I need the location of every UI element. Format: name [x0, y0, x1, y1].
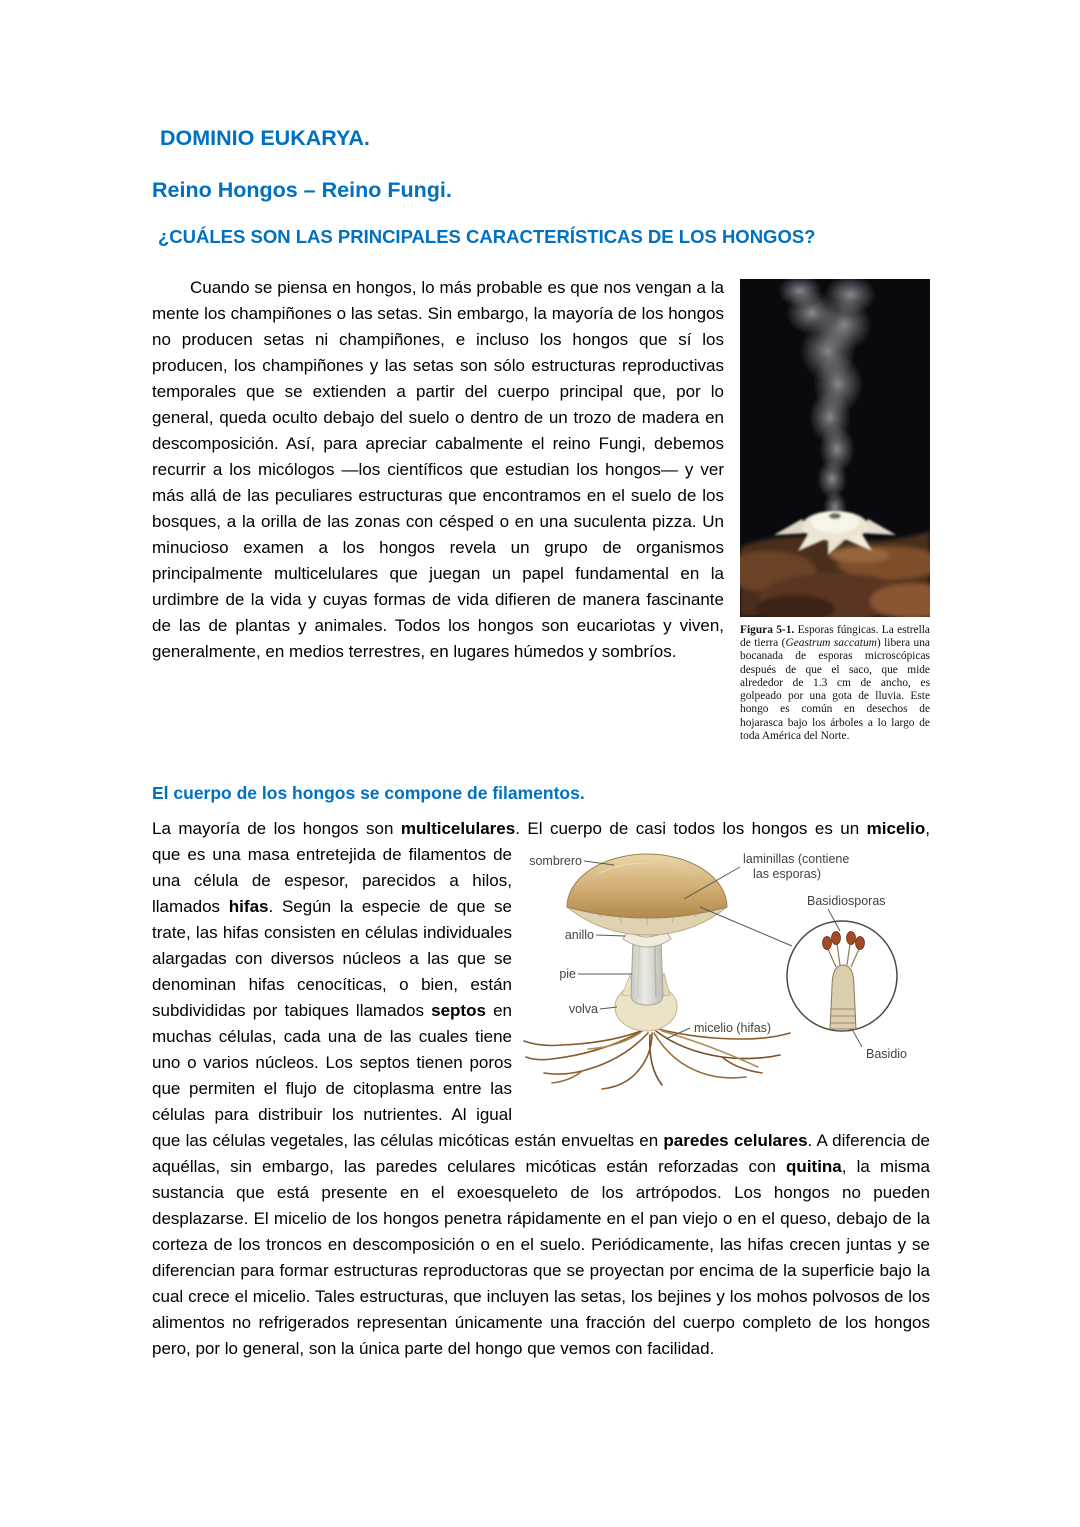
filaments-section: [152, 749, 930, 1362]
label-basidio: Basidio: [866, 1047, 907, 1062]
label-volva: volva: [568, 1002, 598, 1017]
section-body-paragraph: que es una masa entretejida de filamentos de una célula de espesor, parecidos a hilos, llamados hifas. Según la especie de que se trate, las hifas consisten en células individuales alargadas con diversos núcleos a las que se denominan hifas cenocíticas, o bien, están subdivididas por tabiques llamados septos en muchas células, cada una de las cuales tiene uno o varios núcleos. Los septos tienen poros que permiten el flujo de citoplasma entre las células para distribuir los nutrientes. Al igual que las células vegetales, las células micóticas están envueltas en paredes celulares. A diferencia de aquéllas, sin embargo, las paredes celulares micóticas están reforzadas con quitina, la misma sustancia que está presente en el exoesqueleto de los artrópodos. Los hongos no pueden desplazarse. El micelio de los hongos penetra rápidamente en el pan viejo o en el queso, debajo de la corteza de los troncos en descomposición o en el suelo. Periódicamente, las hifas crecen juntas y se diferencian para formar estructuras reproductoras que se proyectan por encima de la superficie bajo la cual crece el micelio. Tales estructuras, que incluyen las setas, los bejines y los mohos polvosos de los alimentos no refrigerados representan únicamente una fracción del cuerpo completo de los hongos pero, por lo general, son la única parte del hongo que vemos con facilidad.: [152, 845, 930, 1359]
mushroom-diagram: [522, 847, 930, 1107]
question-heading: ¿CUÁLES SON LAS PRINCIPALES CARACTERÍSTICAS DE LOS HONGOS?: [158, 226, 816, 248]
mushroom-cap: [567, 854, 727, 935]
label-anillo: anillo: [564, 928, 594, 943]
label-basidiosporas: Basidiosporas: [807, 894, 886, 909]
figure-5-1: [740, 279, 930, 744]
label-sombrero: sombrero: [529, 854, 582, 869]
mushroom-anatomy-figure: [522, 847, 930, 1102]
basidium-inset: [787, 921, 897, 1031]
label-laminillas-1: laminillas (contiene: [743, 852, 850, 867]
intro-paragraph: Cuando se piensa en hongos, lo más probable es que nos vengan a la mente los champiñones o las setas. Sin embargo, la mayoría de los hongos no producen setas ni champiñones, e incluso los hongos que sí los producen, los champiñones y las setas son sólo estructuras reproductivas temporales que se extienden a partir del cuerpo principal que, por lo general, queda oculto debajo del suelo o dentro de un trozo de madera en descomposición. Así, para apreciar cabalmente el reino Fungi, debemos recurrir a los micólogos —los científicos que estudian los hongos— y ver más allá de las peculiares estructuras que encontramos en el suelo de los bosques, a la orilla de las zonas con césped o en una suculenta pizza. Un minucioso examen a los hongos revela un grupo de organismos principalmente multicelulares que juegan un papel fundamental en la urdimbre de la vida y cuyas formas de vida difieren de manera fascinante de las de plantas y animales. Todos los hongos son eucariotas y viven, generalmente, en medios terrestres, en lugares húmedos y sombríos.: [152, 277, 724, 661]
section-intro-line: La mayoría de los hongos son multicelulares. El cuerpo de casi todos los hongos es un micelio,: [152, 819, 930, 839]
mycelium-roots: [524, 1029, 790, 1089]
section-heading: El cuerpo de los hongos se compone de filamentos.: [152, 783, 585, 804]
label-pie: pie: [559, 967, 576, 982]
page-title: DOMINIO EUKARYA.: [160, 126, 370, 150]
label-micelio: micelio (hifas): [694, 1021, 772, 1036]
intro-section: [152, 275, 930, 742]
figure-caption: Figura 5-1. Esporas fúngicas. La estrella de tierra (Geastrum saccatum) libera una bocanada de esporas microscópicas después de que el saco, que mide alrededor de 1.3 cm de ancho, es golpeado por una gota de lluvia. Este hongo es común en desechos de hojarasca bajo los árboles a lo largo de toda América del Norte.: [740, 623, 930, 742]
earthstar-photo: [740, 279, 930, 617]
inset-leader-line: [700, 907, 792, 946]
page-subtitle: Reino Hongos – Reino Fungi.: [152, 177, 452, 202]
label-laminillas-2: las esporas): [753, 867, 822, 882]
basidium-cell: [830, 965, 856, 1029]
